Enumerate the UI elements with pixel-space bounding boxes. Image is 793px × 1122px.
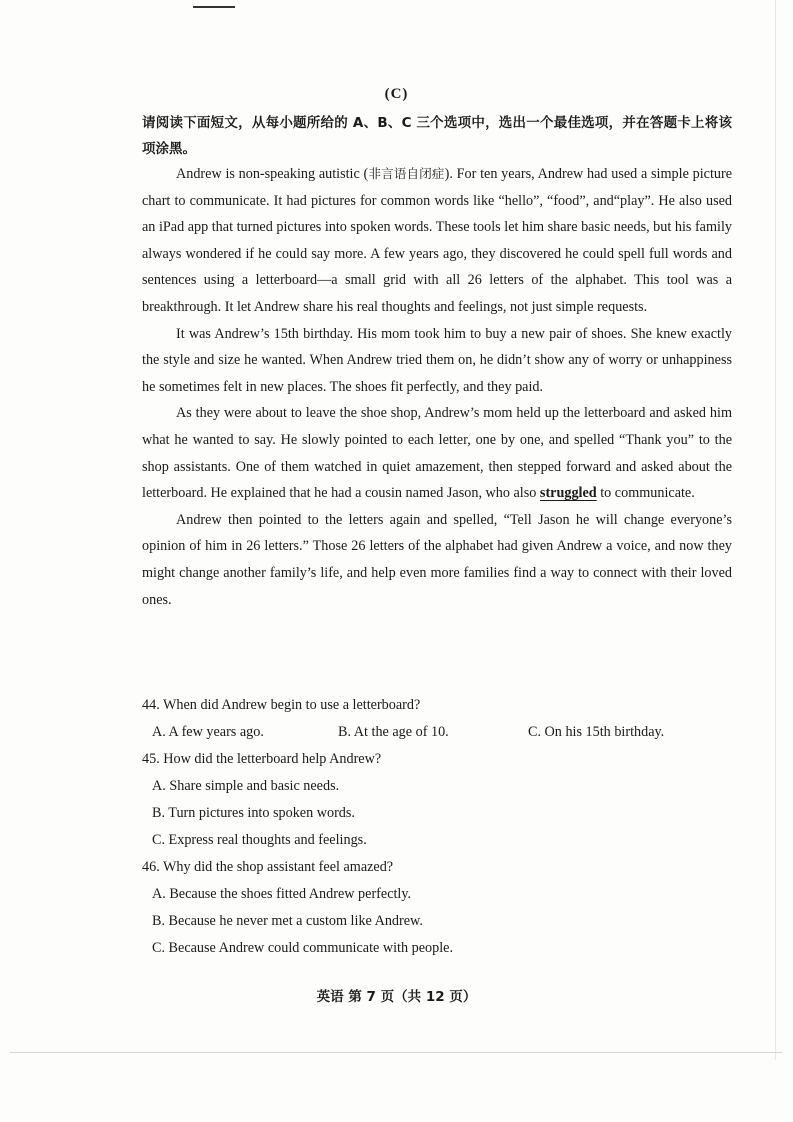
section-label: (C) xyxy=(384,86,409,102)
option-c xyxy=(142,935,732,962)
instructions: 请阅读下面短文，从每小题所给的 A、B、C 三个选项中，选出一个最佳选项，并在答题卡上将该项涂黑。 xyxy=(142,115,732,157)
question-list xyxy=(142,692,732,962)
option-c-text: C. Because Andrew could communicate with people. xyxy=(152,940,454,956)
option-b xyxy=(142,908,732,935)
paragraph-1-text-b: ). For ten years, Andrew had used a simple picture chart to communicate. It had pictures for common words like “hello”, “food”, and“play”. He also used an iPad app that turned pictures into spoken words. These tools let him share basic needs, but his family always wondered if he could say more. A few years ago, they discovered he could spell full words and sentences using a letterboard—a small grid with all 26 letters of the alphabet. This tool was a breakthrough. It let Andrew share his real thoughts and feelings, not just simple requests. xyxy=(142,166,732,315)
question-stem: 45. How did the letterboard help Andrew? xyxy=(142,751,382,767)
option-a xyxy=(142,881,732,908)
option-c: C. On his 15th birthday. xyxy=(528,724,665,740)
paragraph-1-chinese-gloss: 非言语自闭症 xyxy=(368,166,445,181)
question-45 xyxy=(142,746,732,854)
option-b-text: B. Turn pictures into spoken words. xyxy=(152,805,355,821)
option-b: B. At the age of 10. xyxy=(338,724,449,740)
scan-mark xyxy=(193,6,235,8)
option-a-text: A. Share simple and basic needs. xyxy=(152,778,340,794)
option-b-text: B. Because he never met a custom like Andrew. xyxy=(152,913,423,929)
option-c xyxy=(142,827,732,854)
keyword-struggled: struggled xyxy=(539,485,597,502)
option-a-text: A. Because the shoes fitted Andrew perfectly. xyxy=(152,886,412,902)
paragraph-4: Andrew then pointed to the letters again and spelled, “Tell Jason he will change everyone’s opinion of him in 26 letters.” Those 26 letters of the alphabet had given Andrew a voice, and now they might change another family’s life, and help even more families find a way to connect with their loved ones. xyxy=(142,511,732,608)
page-footer: 英语 第 7 页（共 12 页） xyxy=(316,989,477,1005)
question-44 xyxy=(142,692,732,746)
paragraph-2: It was Andrew’s 15th birthday. His mom took him to buy a new pair of shoes. She knew exactly the style and size he wanted. When Andrew tried them on, he didn’t show any of worry or unhappiness he sometimes felt in new places. The shoes fit perfectly, and they paid. xyxy=(142,325,732,395)
paragraph-3 xyxy=(142,400,732,506)
question-46 xyxy=(142,854,732,962)
option-a xyxy=(142,773,732,800)
option-a: A. A few years ago. xyxy=(152,724,264,740)
paragraph-1-text-a: Andrew is non-speaking autistic ( xyxy=(176,166,369,182)
page-edge xyxy=(775,0,776,1060)
option-b xyxy=(142,800,732,827)
option-c-text: C. Express real thoughts and feelings. xyxy=(152,832,367,848)
paragraph-3-text: As they were about to leave the shoe shop, Andrew’s mom held up the letterboard and asked him what he wanted to say. He slowly pointed to each letter, one by one, and spelled “Thank you” to the shop assistants. One of them watched in quiet amazement, then stepped forward and asked about the letterboard. He explained that he had a cousin named Jason, who also xyxy=(142,405,732,502)
paragraph-3-end: to communicate. xyxy=(600,485,695,502)
question-stem: 44. When did Andrew begin to use a letterboard? xyxy=(142,697,421,713)
reading-passage xyxy=(142,161,732,613)
paragraph-1 xyxy=(142,161,732,321)
option-row xyxy=(142,719,732,746)
divider xyxy=(10,1052,782,1053)
question-stem: 46. Why did the shop assistant feel amazed? xyxy=(142,859,394,875)
